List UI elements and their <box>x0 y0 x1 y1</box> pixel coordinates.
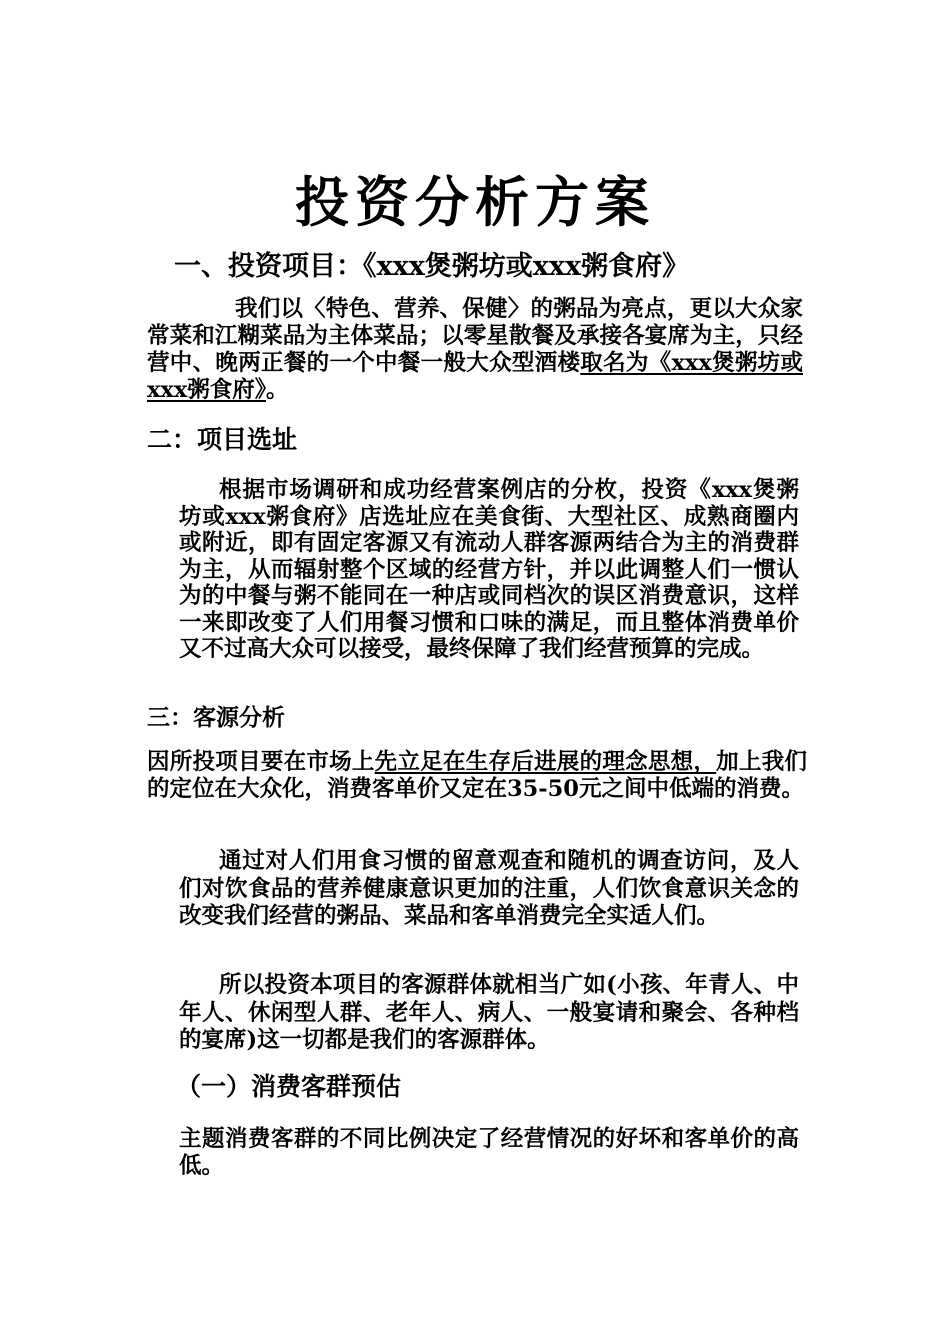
section1-paragraph <box>147 296 803 404</box>
section3-paragraph-3: 所以投资本项目的客源群体就相当广如(小孩、年青人、中年人、休闲型人群、老年人、病人、一般宴请和聚会、各种档的宴席)这一切都是我们的客源群体。 <box>179 972 799 1053</box>
section2-heading: 二：项目选址 <box>147 425 298 454</box>
section1-paragraph-text: 我们以〈特色、营养、保健〉的粥品为亮点，更以大众家常菜和江糊菜品为主体菜品；以零星散餐及承接各宴席为主，只经营中、晚两正餐的一个中餐一般大众型酒楼 <box>147 296 803 376</box>
section1-heading: 一、投资项目：《xxx煲粥坊或xxx粥食府》 <box>174 251 690 282</box>
section1-project-name-underlined: 取名为《xxx煲粥坊或xxx粥食府》 <box>147 350 803 403</box>
subsection1-paragraph: 主题消费客群的不同比例决定了经营情况的好坏和客单价的高低。 <box>179 1126 799 1179</box>
subsection1-heading: （一）消费客群预估 <box>176 1072 402 1101</box>
section2-paragraph: 根据市场调研和成功经营案例店的分枚，投资《xxx煲粥坊或xxx粥食府》店选址应在美食街、大型社区、成熟商圈内或附近，即有固定客源又有流动人群客源两结合为主的消费群为主，从而辐射整个区域的经营方针，并以此调整人们一惯认为的中餐与粥不能同在一种店或同档次的误区消费意识，这样一来即改变了人们用餐习惯和口味的满足，而且整体消费单价又不过高大众可以接受，最终保障了我们经营预算的完成。 <box>179 477 799 662</box>
section3-heading: 三：客源分析 <box>147 704 285 731</box>
section3-paragraph-1-start: 因所投项目要在市场上 <box>147 749 375 775</box>
section3-underlined-phrase: 先立足在生存后进展的理念思想， <box>374 749 717 775</box>
section3-paragraph-1 <box>147 749 807 803</box>
section3-paragraph-1-rest: 加上我们的定位在大众化，消费客单价又定在35-50元之间中低端的消费。 <box>147 749 807 802</box>
section3-paragraph-2: 通过对人们用食习惯的留意观查和随机的调查访问，及人们对饮食品的营养健康意识更加的注重，人们饮食意识关念的改变我们经营的粥品、菜品和客单消费完全实适人们。 <box>179 848 799 929</box>
section1-paragraph-end: 。 <box>266 377 289 403</box>
document-title: 投资分析方案 <box>295 170 655 234</box>
